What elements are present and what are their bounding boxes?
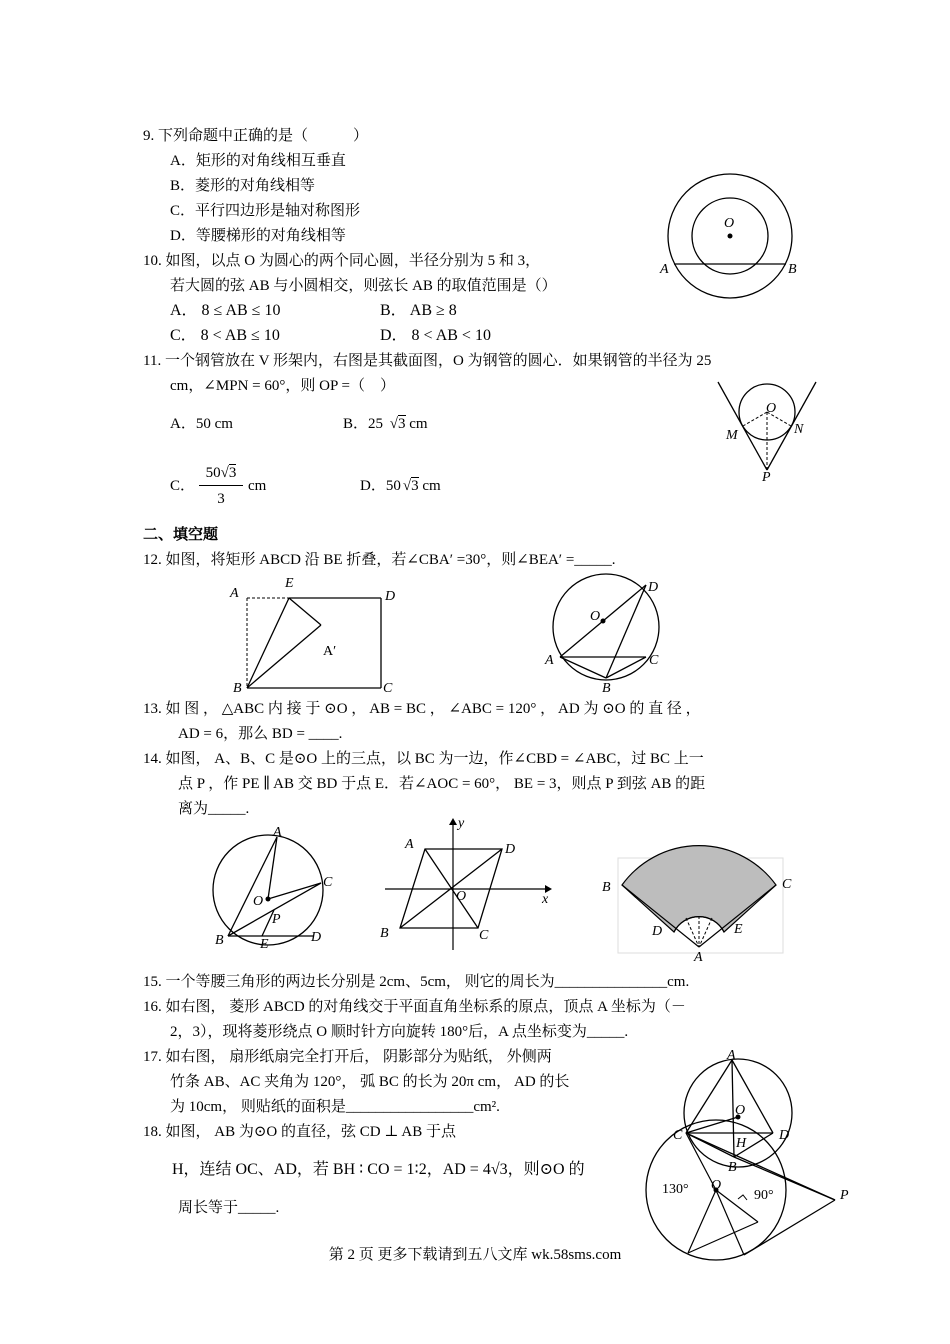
q11-option-b-sqrt-sign: √ <box>389 416 398 432</box>
fig-label-h: H <box>736 1136 747 1151</box>
q11-option-d <box>360 476 441 496</box>
q11-v-frame-figure <box>710 380 820 490</box>
q10-line1: 10. 如图，以点 O 为圆心的两个同心圆，半径分别为 5 和 3， <box>143 253 541 269</box>
fig-label-c: C <box>673 1128 683 1143</box>
q11-option-b <box>343 414 428 434</box>
q11-option-b-radicand: 3 <box>398 416 406 432</box>
fig-label-d: D <box>779 1128 790 1143</box>
q11-option-d-prefix: D．50 <box>360 478 401 494</box>
rhombus-label-o: O <box>456 889 467 904</box>
q11-option-d-unit: cm <box>422 478 441 494</box>
fig-label-p: P <box>840 1188 849 1203</box>
rhombus-label-x: x <box>542 892 549 907</box>
q11-label-p: P <box>762 470 771 485</box>
fan-label-b: B <box>602 880 611 895</box>
fan-label-a: A <box>694 950 703 965</box>
q11-option-a: A．50 cm <box>170 416 233 432</box>
fan-label-d: D <box>652 924 663 939</box>
q18-line1: 18. 如图， AB 为⊙O 的直径，弦 CD ⊥ AB 于点 <box>143 1124 456 1140</box>
rhombus-label-b: B <box>380 926 389 941</box>
q18-line2: H，连结 OC、AD，若 BH ∶ CO = 1∶2，AD = 4√3，则⊙O 的 <box>172 1161 585 1178</box>
q11-option-d-sqrt-sign: √ <box>402 478 412 494</box>
q11-option-c-num: 50 <box>205 465 221 481</box>
q10-label-a: A <box>660 262 669 277</box>
q11-option-c-fraction-bar <box>199 485 243 486</box>
q13-line1: 13. 如 图 ， △ABC 内 接 于 ⊙O ， AB = BC ， ∠ABC = 120° ， AD 为 ⊙O 的 直 径 ， <box>143 701 701 717</box>
q9-option-a: A．矩形的对角线相互垂直 <box>170 153 346 169</box>
q13-label-c: C <box>649 653 659 668</box>
q11-option-c-denominator: 3 <box>217 491 225 507</box>
q10-option-d: D． 8 < AB < 10 <box>380 327 491 344</box>
q14-label-c: C <box>323 875 333 890</box>
fan-label-c: C <box>782 877 792 892</box>
q11-option-c-radicand: 3 <box>228 465 237 481</box>
fig-label-a: A <box>727 1048 736 1063</box>
q11-label-n: N <box>794 422 804 437</box>
q14-label-d: D <box>311 930 322 945</box>
q10-concentric-circles-figure <box>660 170 810 310</box>
q13-line2: AD = 6，那么 BD = ____. <box>178 726 343 742</box>
q12-folded-rectangle-figure <box>225 575 405 695</box>
section-2-heading: 二、填空题 <box>143 527 219 543</box>
q11-label-m: M <box>726 428 738 443</box>
q14-line2: 点 P ，作 PE ∥ AB 交 BD 于点 E．若∠AOC = 60°， BE = 3，则点 P 到弦 AB 的距 <box>178 776 706 792</box>
q13-circle-figure <box>540 575 680 695</box>
q12-line: 12. 如图，将矩形 ABCD 沿 BE 折叠，若∠CBA′ =30°，则∠BEA′ =_____. <box>143 552 616 568</box>
q16-line2: 2，3），现将菱形绕点 O 顺时针方向旋转 180°后，A 点坐标变为_____. <box>170 1024 629 1040</box>
q14-line1: 14. 如图， A、B、C 是⊙O 上的三点，以 BC 为一边，作∠CBD = ∠ABC，过 BC 上一 <box>143 751 704 767</box>
q14-label-b: B <box>215 933 224 948</box>
q14-label-e: E <box>260 937 269 952</box>
q16-line1: 16. 如右图， 菱形 ABCD 的对角线交于平面直角坐标系的原点，顶点 A 坐标为（－ <box>143 999 686 1015</box>
q11-option-b-prefix: B．25 <box>343 416 384 432</box>
q14-label-a: A <box>273 825 282 840</box>
q11-label-o: O <box>766 401 777 416</box>
q9-stem: 9. 下列命题中正确的是（ ） <box>143 128 369 144</box>
fig-label-130deg: 130° <box>662 1182 689 1197</box>
q11-option-d-radicand: 3 <box>411 478 419 494</box>
q14-label-o: O <box>253 894 264 909</box>
page-footer: 第 2 页 更多下载请到五八文库 wk.58sms.com <box>328 1247 622 1263</box>
q14-line3: 离为_____. <box>178 801 250 817</box>
q11-option-c-unit: cm <box>248 478 267 494</box>
q11-option-c-prefix: C． <box>170 478 196 494</box>
q17-q18-circle-figure <box>640 1045 865 1270</box>
q12-label-d: D <box>385 589 396 604</box>
q10-option-b: B． AB ≥ 8 <box>380 302 457 319</box>
q14-label-p: P <box>272 912 281 927</box>
q12-label-c: C <box>383 681 393 696</box>
fig-label-b: B <box>728 1160 737 1175</box>
q17-line1: 17. 如右图， 扇形纸扇完全打开后， 阴影部分为贴纸， 外侧两 <box>143 1049 552 1065</box>
q11-option-b-unit: cm <box>409 416 428 432</box>
q13-label-b: B <box>602 681 611 696</box>
q11-line1: 11. 一个钢管放在 V 形架内，右图是其截面图，O 为钢管的圆心．如果钢管的半径为 25 <box>143 353 712 369</box>
q12-label-b: B <box>233 681 242 696</box>
q10-label-o: O <box>724 216 735 231</box>
q17-fan-figure <box>600 855 790 965</box>
q12-label-a: A <box>230 586 239 601</box>
q17-line2: 竹条 AB、AC 夹角为 120°， 弧 BC 的长为 20π cm， AD 的长 <box>170 1074 570 1090</box>
q10-line2: 若大圆的弦 AB 与小圆相交，则弦长 AB 的取值范围是（） <box>170 278 557 294</box>
q15-line: 15. 一个等腰三角形的两边长分别是 2cm、5cm， 则它的周长为_______________cm. <box>143 974 690 990</box>
q11-option-c-numerator <box>198 463 244 483</box>
q17-line3: 为 10cm， 则贴纸的面积是_________________cm². <box>170 1099 500 1115</box>
fan-label-e: E <box>734 922 743 937</box>
q13-label-o: O <box>590 609 601 624</box>
q9-option-c: C．平行四边形是轴对称图形 <box>170 203 361 219</box>
rhombus-label-d: D <box>505 842 516 857</box>
q12-label-aprime: A′ <box>323 644 337 659</box>
q12-label-e: E <box>285 576 294 591</box>
q9-option-d: D．等腰梯形的对角线相等 <box>170 228 346 244</box>
rhombus-label-c: C <box>479 928 489 943</box>
q9-option-b: B．菱形的对角线相等 <box>170 178 316 194</box>
q11-line2: cm，∠MPN = 60°，则 OP =（ ） <box>170 378 395 394</box>
q13-label-a: A <box>545 653 554 668</box>
q14-circle-figure <box>205 820 345 955</box>
rhombus-label-a: A <box>405 837 414 852</box>
rhombus-label-y: y <box>458 816 465 831</box>
q11-option-c-sqrt-sign: √ <box>220 465 229 481</box>
fig-label-o-small: O <box>735 1103 746 1118</box>
fig-label-o-large: O <box>711 1178 722 1193</box>
q10-option-a: A． 8 ≤ AB ≤ 10 <box>170 302 281 319</box>
q10-label-b: B <box>788 262 797 277</box>
q10-option-c: C． 8 < AB ≤ 10 <box>170 327 280 344</box>
q16-rhombus-coordinate-figure <box>380 815 555 955</box>
fig-label-90deg: 90° <box>754 1188 774 1203</box>
q13-label-d: D <box>648 580 659 595</box>
q18-line3: 周长等于_____. <box>178 1200 280 1216</box>
